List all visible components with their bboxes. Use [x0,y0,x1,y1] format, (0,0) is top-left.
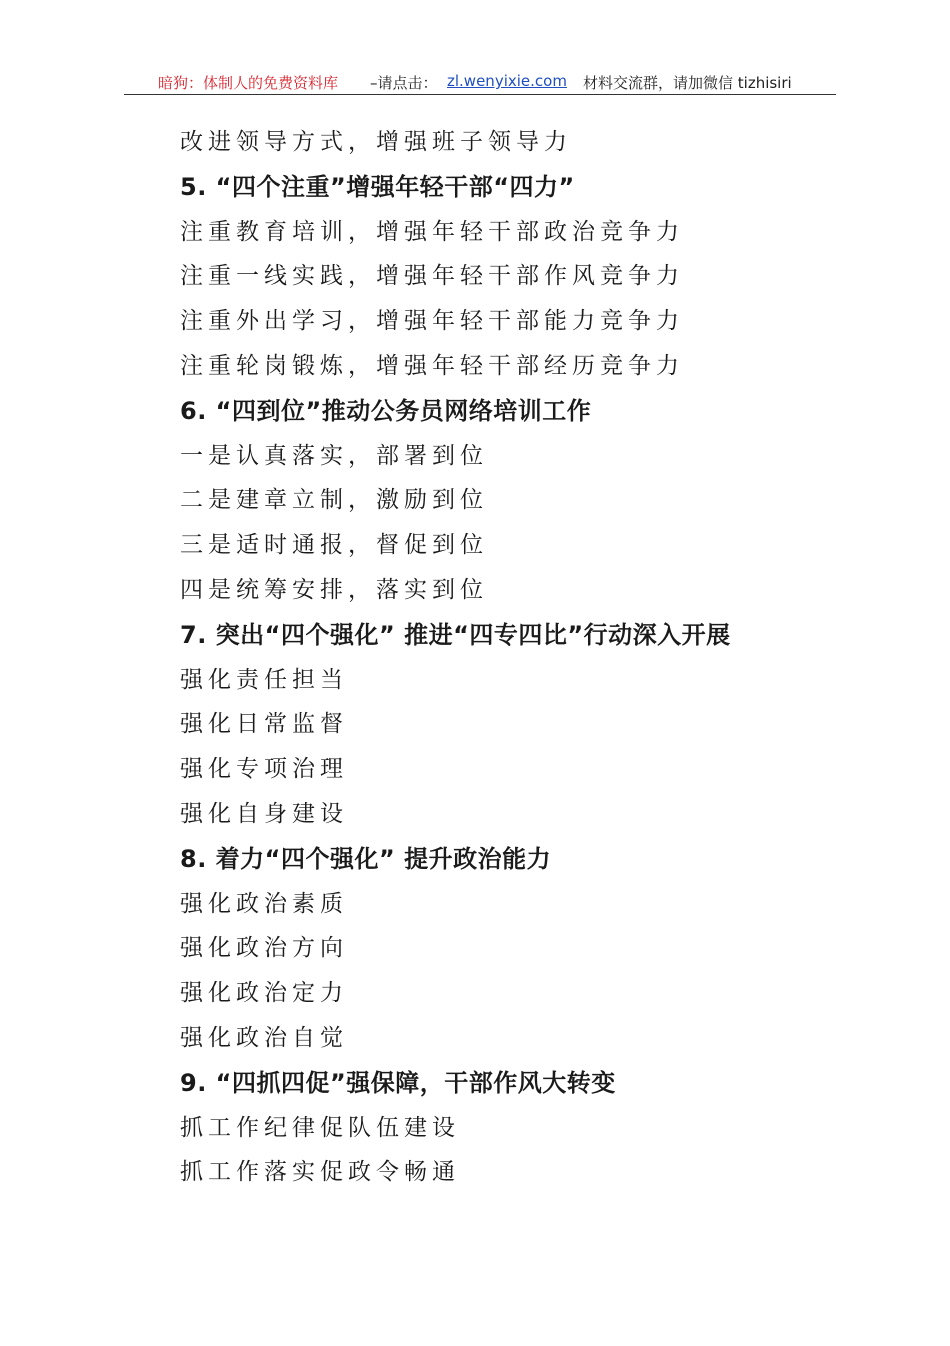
header-group-info: 材料交流群，请加微信 tizhisiri [583,74,792,92]
header-link[interactable]: zl.wenyixie.com [447,72,567,90]
list-item: 强化责任担当 [180,666,348,693]
header-prompt: –请点击： [370,74,438,92]
list-item: 强化日常监督 [180,711,348,738]
list-item: 注重轮岗锻炼，增强年轻干部经历竞争力 [180,352,684,379]
list-item: 抓工作纪律促队伍建设 [180,1114,460,1141]
list-item: 强化自身建设 [180,800,348,827]
section-heading: 5. “四个注重”增强年轻干部“四力” [180,172,575,201]
page-header [124,68,836,95]
list-item: 强化政治方向 [180,935,348,962]
list-item: 强化政治自觉 [180,1024,348,1051]
list-item: 注重教育培训，增强年轻干部政治竞争力 [180,218,684,245]
list-item: 抓工作落实促政令畅通 [180,1159,460,1186]
list-item: 二是建章立制，激励到位 [180,487,488,514]
list-item: 强化专项治理 [180,756,348,783]
section-heading: 9. “四抓四促”强保障，干部作风大转变 [180,1068,616,1097]
list-item: 强化政治素质 [180,890,348,917]
list-item: 一是认真落实，部署到位 [180,442,488,469]
list-item: 改进领导方式，增强班子领导力 [180,129,572,155]
list-item: 注重一线实践，增强年轻干部作风竞争力 [180,263,684,290]
header-brand: 暗狗：体制人的免费资料库 [158,74,339,92]
section-heading: 8. 着力“四个强化” 提升政治能力 [180,844,552,873]
document-body [180,120,870,1195]
list-item: 强化政治定力 [180,980,348,1007]
list-item: 四是统筹安排，落实到位 [180,576,488,603]
section-heading: 6. “四到位”推动公务员网络培训工作 [180,396,592,425]
section-heading: 7. 突出“四个强化” 推进“四专四比”行动深入开展 [180,620,731,649]
list-item: 三是适时通报，督促到位 [180,532,488,559]
list-item: 注重外出学习，增强年轻干部能力竞争力 [180,308,684,335]
